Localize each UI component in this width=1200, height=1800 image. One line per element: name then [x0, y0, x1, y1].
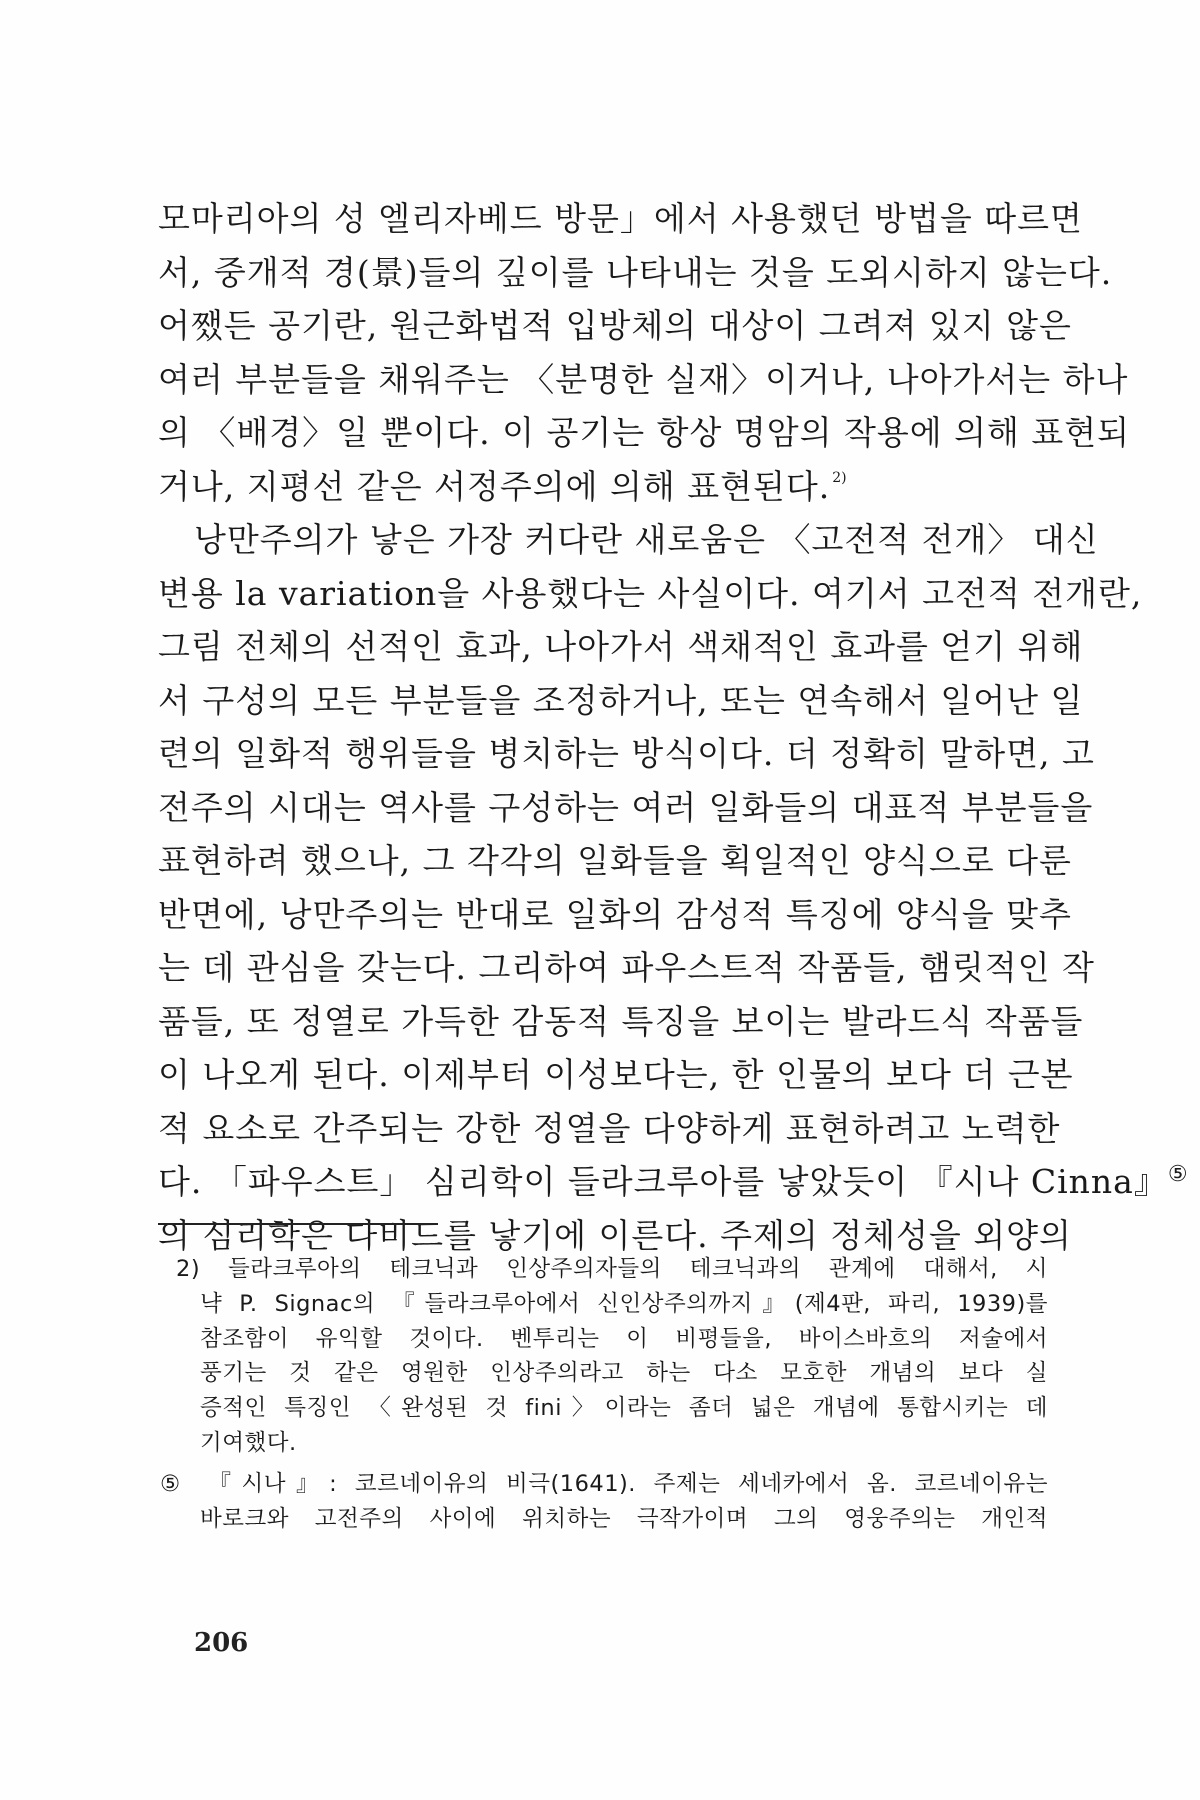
footnote-text: 들라크루아의 테크닉과 인상주의자들의 테크닉과의 관계에 대해서, 시: [228, 1256, 1048, 1282]
footnote-ref-2: 2): [832, 469, 847, 486]
body-line: 는 데 관심을 갖는다. 그리하여 파우스트적 작품들, 햄릿적인 작: [158, 948, 1095, 987]
footnote-line: 증적인 특징인 〈완성된 것 fini〉이라는 좀더 넓은 개념에 통합시키는 데: [200, 1395, 1048, 1422]
body-line: 어쨌든 공기란, 원근화법적 입방체의 대상이 그려져 있지 않은: [158, 306, 1072, 345]
footnote-line: 풍기는 것 같은 영원한 인상주의라고 하는 다소 모호한 개념의 보다 실: [200, 1360, 1048, 1387]
body-line: 품들, 또 정열로 가득한 감동적 특징을 보이는 발라드식 작품들: [158, 1001, 1084, 1041]
body-line: 의 심리학은 다비드를 낳기에 이른다. 주제의 정체성을 외양의: [158, 1215, 1072, 1255]
body-line: 표현하려 했으나, 그 각각의 일화들을 획일적인 양식으로 다룬: [158, 841, 1072, 880]
footnote-line: [176, 1252, 1048, 1287]
body-line: 이 나오게 된다. 이제부터 이성보다는, 한 인물의 보다 더 근본: [158, 1055, 1074, 1094]
footnote-marker: 2): [176, 1256, 201, 1282]
footnote-line: [160, 1467, 1048, 1502]
footnote-2: [176, 1252, 1048, 1461]
footnote-line: 참조함이 유익할 것이다. 벤투리는 이 비평들을, 바이스바흐의 저술에서: [200, 1325, 1048, 1352]
footnote-text: 『시나』: 코르네이유의 비극(1641). 주제는 세네카에서 옴. 코르네이유는: [208, 1470, 1048, 1497]
body-line: 적 요소로 간주되는 강한 정열을 다양하게 표현하려고 노력한: [158, 1108, 1061, 1148]
body-line: [158, 1155, 1188, 1209]
body-line: 여러 부분들을 채워주는 〈분명한 실재〉이거나, 나아가서는 하나: [158, 359, 1129, 399]
footnote-5: [160, 1467, 1048, 1537]
body-line: 서 구성의 모든 부분들을 조정하거나, 또는 연속해서 일어난 일: [158, 680, 1084, 720]
body-line: 련의 일화적 행위들을 병치하는 방식이다. 더 정확히 말하면, 고: [158, 734, 1095, 773]
body-line-text: 거나, 지평선 같은 서정주의에 의해 표현된다.: [158, 466, 831, 506]
footnotes: [160, 1252, 1048, 1536]
body-line: 의 〈배경〉일 뿐이다. 이 공기는 항상 명암의 작용에 의해 표현되: [158, 413, 1130, 452]
body-line: 반면에, 낭만주의는 반대로 일화의 감성적 특징에 양식을 맞추: [158, 894, 1072, 934]
body-line: 변용 la variation을 사용했다는 사실이다. 여기서 고전적 전개란,: [158, 573, 1143, 613]
footnote-line: 기여했다.: [200, 1429, 297, 1456]
body-line: 낭만주의가 낳은 가장 커다란 새로움은 〈고전적 전개〉 대신: [194, 520, 1099, 559]
body-line: 서, 중개적 경(景)들의 깊이를 나타내는 것을 도외시하지 않는다.: [158, 252, 1113, 292]
body-text: [158, 192, 1188, 1262]
body-line: 전주의 시대는 역사를 구성하는 여러 일화들의 대표적 부분들을: [158, 787, 1094, 827]
footnote-ref-5: ⑤: [1167, 1162, 1188, 1187]
body-line-text: 다. 「파우스트」 심리학이 들라크루아를 낳았듯이 『시나 Cinna』: [158, 1162, 1168, 1201]
body-line: 모마리아의 성 엘리자베드 방문」에서 사용했던 방법을 따르면: [158, 199, 1083, 238]
body-line: [158, 460, 1048, 514]
body-line: 그림 전체의 선적인 효과, 나아가서 색채적인 효과를 얻기 위해: [158, 627, 1084, 666]
footnote-marker: ⑤: [160, 1470, 191, 1497]
footnote-divider: [158, 1223, 438, 1225]
footnote-line: 냑 P. Signac의 『들라크루아에서 신인상주의까지』(제4판, 파리, 1939)를: [200, 1290, 1048, 1317]
page-number: 206: [194, 1628, 249, 1658]
footnote-line: 바로크와 고전주의 사이에 위치하는 극작가이며 그의 영웅주의는 개인적: [200, 1505, 1048, 1532]
